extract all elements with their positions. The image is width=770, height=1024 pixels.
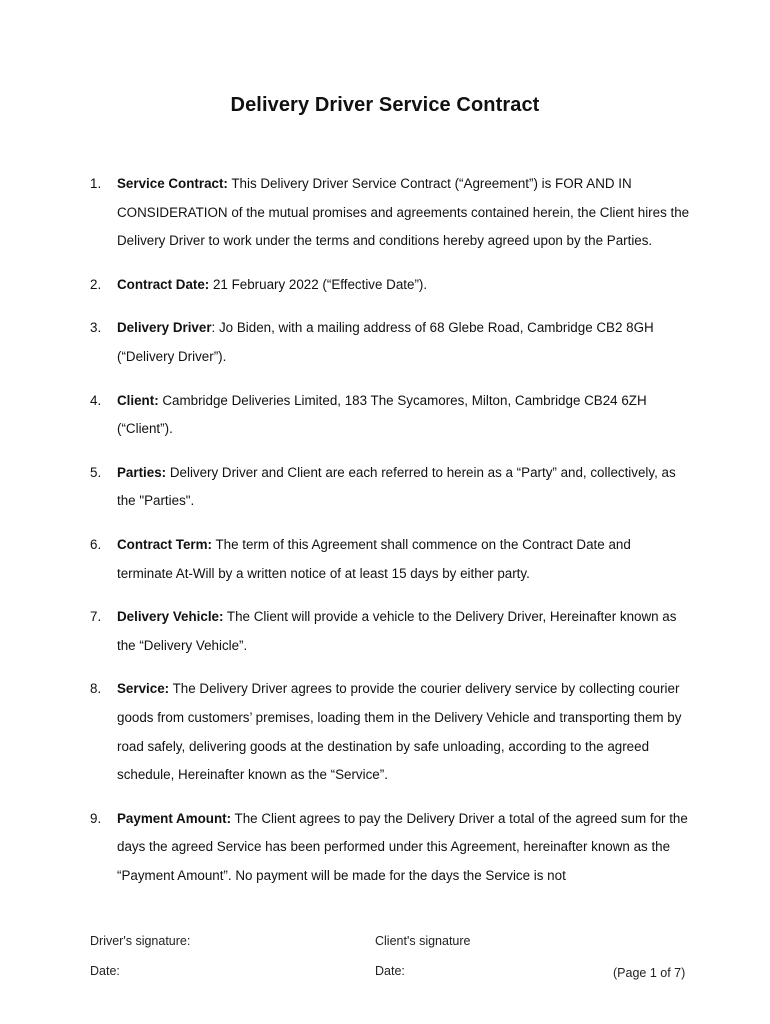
clause-delivery-driver <box>90 314 690 371</box>
clause-number: 2. <box>90 276 102 292</box>
clause-number: 1. <box>90 176 102 191</box>
clause-heading: Service: <box>117 681 170 697</box>
clause-number: 6. <box>90 536 102 552</box>
clause-heading: Parties: <box>117 464 167 480</box>
clause-service-contract <box>90 170 690 256</box>
clause-number: 7. <box>90 609 102 625</box>
clause-number: 8. <box>90 681 102 697</box>
clause-heading: Client: <box>117 392 159 408</box>
clause-heading: Contract Date: <box>117 276 210 292</box>
signature-footer <box>0 930 770 1000</box>
clause-heading: Payment Amount: <box>117 810 232 826</box>
clause-contract-term <box>90 531 690 588</box>
page-indicator: (Page 1 of 7) <box>613 966 686 980</box>
clause-heading: Contract Term: <box>117 536 212 552</box>
clause-list <box>90 170 690 915</box>
clause-contract-date <box>90 271 690 300</box>
clause-delivery-vehicle <box>90 603 690 660</box>
clause-text: The Client agrees to pay the Delivery Driver a total of the agreed sum for the days the agreed Service has been performed under this Agreement, hereinafter known as the “Payment Amount”. No payment will be made for the days the Service is not <box>117 810 688 883</box>
clause-number: 3. <box>90 320 102 336</box>
clause-text: Cambridge Deliveries Limited, 183 The Sycamores, Milton, Cambridge CB24 6ZH (“Client”). <box>117 392 647 437</box>
clause-text: The term of this Agreement shall commence on the Contract Date and terminate At-Will by a written notice of at least 15 days by either party. <box>117 536 631 581</box>
clause-heading: Delivery Driver <box>117 320 212 336</box>
clause-text: The Delivery Driver agrees to provide the courier delivery service by collecting courier goods from customers’ premises, loading them in the Delivery Vehicle and transporting them by road safely, delivering goods at the destination by safe unloading, according to the agreed schedule, Hereinafter known as the “Service”. <box>117 681 682 783</box>
clause-number: 5. <box>90 464 102 480</box>
clause-service <box>90 675 690 789</box>
clause-text: Delivery Driver and Client are each referred to herein as a “Party” and, collectively, as the "Parties". <box>117 464 676 509</box>
clause-number: 9. <box>90 810 102 826</box>
driver-signature-label: Driver's signature: <box>90 934 191 948</box>
clause-text: This Delivery Driver Service Contract (“Agreement”) is FOR AND IN CONSIDERATION of the mutual promises and agreements contained herein, the Client hires the Delivery Driver to work under the terms and conditions hereby agreed upon by the Parties. <box>117 176 690 249</box>
client-signature-label: Client's signature <box>375 934 471 948</box>
document-title: Delivery Driver Service Contract <box>230 94 540 116</box>
clause-text: The Client will provide a vehicle to the Delivery Driver, Hereinafter known as the “Delivery Vehicle”. <box>117 609 677 653</box>
driver-date-label: Date: <box>90 964 120 978</box>
clause-text: 21 February 2022 (“Effective Date”). <box>209 276 428 292</box>
clause-text: : Jo Biden, with a mailing address of 68 Glebe Road, Cambridge CB2 8GH (“Delivery Driver”). <box>117 320 654 364</box>
clause-heading: Delivery Vehicle: <box>117 609 224 625</box>
client-date-label: Date: <box>375 964 405 978</box>
clause-parties <box>90 459 690 516</box>
clause-client <box>90 387 690 444</box>
clause-payment-amount <box>90 805 690 891</box>
clause-number: 4. <box>90 392 102 408</box>
clause-heading: Service Contract: <box>117 176 228 191</box>
